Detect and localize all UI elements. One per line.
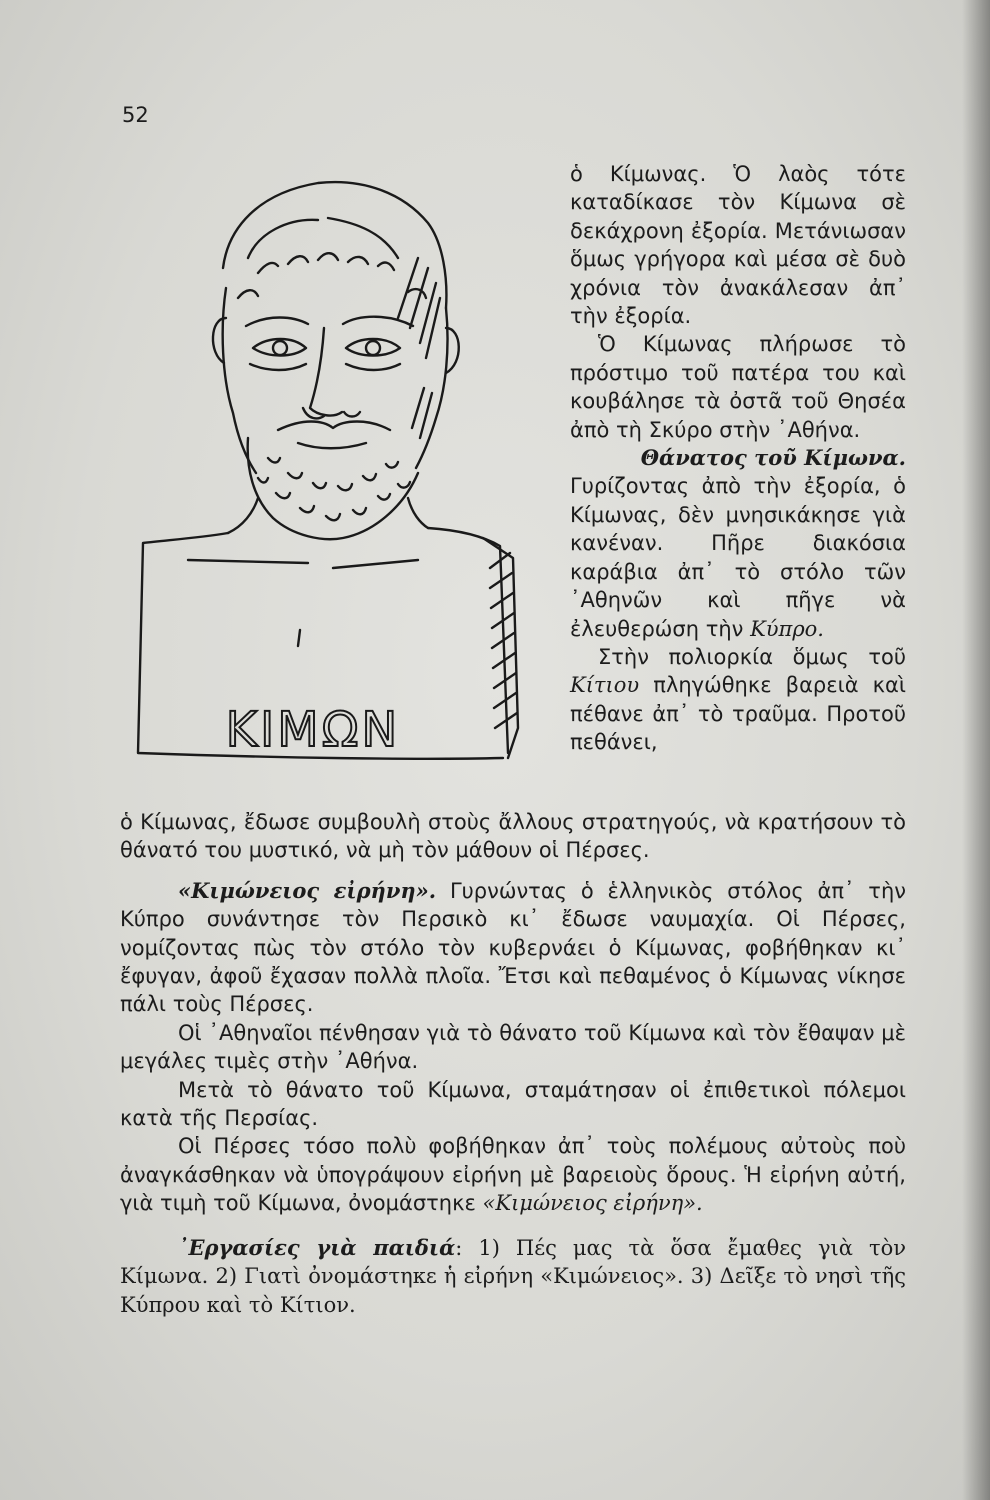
paragraph-2: Ὁ Κίμωνας πλήρωσε τὸ πρόστιμο τοῦ πατέρα του καὶ κουβάλησε τὰ ὀστᾶ τοῦ Θησέα ἀπὸ τὴ Σκύρο στὴν ᾽Αθήνα. [570, 332, 906, 442]
section-heading-death: Θάνατος τοῦ Κίμωνα. [640, 445, 906, 471]
paragraph-7: Μετὰ τὸ θάνατο τοῦ Κίμωνα, σταμάτησαν οἱ ἐπιθετικοὶ πόλεμοι κατὰ τῆς Περσίας. [120, 1077, 906, 1131]
tasks-label: ᾽Εργασίες γιὰ παιδιά [178, 1234, 456, 1260]
paragraph-8: Οἱ Πέρσες τόσο πολὺ φοβήθηκαν ἀπ᾽ τοὺς πολέμους αὐτοὺς ποὺ ἀναγκάσθηκαν νὰ ὑπογράψουν εἰρήνη μὲ βαρειοὺς ὅρους. Ἡ εἰρήνη αὐτή, γιὰ τιμὴ τοῦ Κίμωνα, ὀνομάστηκε «Κιμώνειος εἰρήνη». [120, 1134, 906, 1216]
tasks-text: : 1) Πές μας τὰ ὅσα ἔμαθες γιὰ τὸν Κίμωνα. 2) Γιατὶ ὀνομάστηκε ἡ εἰρήνη «Κιμώνειος». 3) Δεῖξε τὸ νησὶ τῆς Κύπρου καὶ τὸ Κίτιον. [120, 1235, 906, 1317]
tasks-paragraph [120, 1234, 906, 1319]
paragraph-6: Οἱ ᾽Αθηναῖοι πένθησαν γιὰ τὸ θάνατο τοῦ Κίμωνα καὶ τὸν ἔθαψαν μὲ μεγάλες τιμὲς στὴν ᾽Αθήνα. [120, 1020, 906, 1074]
peace-name: «Κιμώνειος εἰρήνη». [482, 1191, 703, 1216]
paragraph-4: Στὴν πολιορκία ὅμως τοῦ Κίτιου πληγώθηκε βαρειὰ καὶ πέθανε ἀπ᾽ τὸ τραῦμα. Προτοῦ πεθάνει, [570, 644, 906, 755]
place-cyprus: Κύπρο. [750, 616, 824, 641]
place-kition: Κίτιου [570, 673, 640, 698]
right-column-text [570, 160, 906, 757]
paragraph-1: ὁ Κίμωνας. Ὁ λαὸς τότε καταδίκασε τὸν Κίμωνα σὲ δεκάχρονη ἐξορία. Μετάνιωσαν ὅμως γρήγορα καὶ μέσα σὲ δυὸ χρόνια τὸν ἀνακάλεσαν ἀπ᾽ τὴν ἐξορία. [570, 162, 906, 329]
main-text [120, 808, 906, 1319]
page-gutter-shadow [962, 0, 990, 1500]
paragraph-5: «Κιμώνειος εἰρήνη». Γυρνώντας ὁ ἑλληνικὸς στόλος ἀπ᾽ τὴν Κύπρο συνάντησε τὸν Περσικὸ κι᾽ ἔδωσε ναυμαχία. Οἱ Πέρσες, νομίζοντας πὼς τὸν στόλο τὸν κυβερνάει ὁ Κίμωνας, φοβήθηκαν κι᾽ ἔφυγαν, ἀφοῦ ἔχασαν πολλὰ πλοῖα. Ἔτσι καὶ πεθαμένος ὁ Κίμωνας νίκησε πάλι τοὺς Πέρσες. [120, 877, 906, 1017]
paragraph-4-continued: ὁ Κίμωνας, ἔδωσε συμβουλὴ στοὺς ἄλλους στρατηγούς, νὰ κρατήσουν τὸ θάνατό του μυστικό, νὰ μὴ τὸν μάθουν οἱ Πέρσες. [120, 810, 906, 863]
section-heading-peace: «Κιμώνειος εἰρήνη». [178, 877, 437, 903]
page-number: 52 [122, 103, 149, 127]
bust-label: ΚΙΜΩΝ [225, 702, 401, 758]
kimon-bust-illustration [128, 168, 548, 778]
paragraph-3: Γυρίζοντας ἀπὸ τὴν ἐξορία, ὁ Κίμωνας, δὲν μνησικάκησε γιὰ κανέναν. Πῆρε διακόσια καράβια ἀπ᾽ τὸ στόλο τῶν ᾽Αθηνῶν καὶ πῆγε νὰ ἐλευθερώση τὴν Κύπρο. [570, 474, 906, 641]
